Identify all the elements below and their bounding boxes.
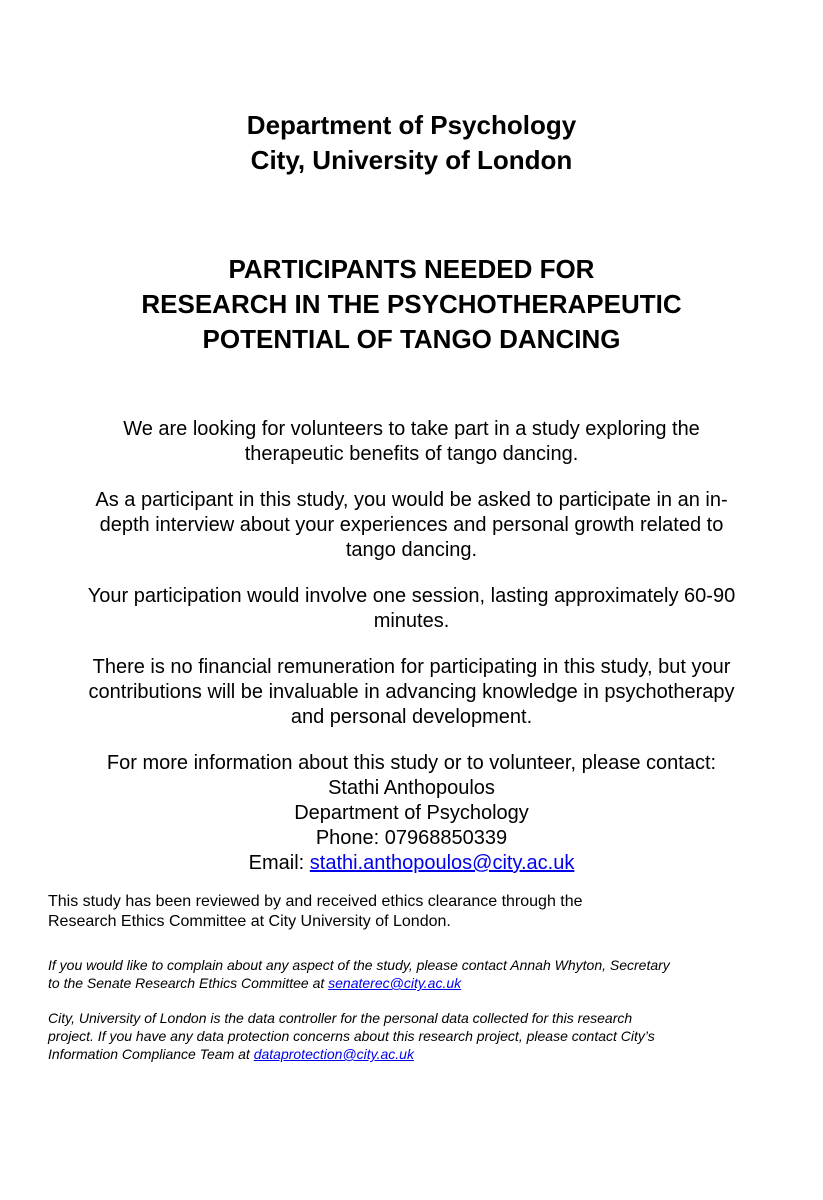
department-name: Department of Psychology <box>246 110 577 140</box>
ethics-line-1: This study has been reviewed by and received ethics clearance through the <box>48 893 583 910</box>
department-heading <box>0 108 823 178</box>
contact-block <box>40 751 783 876</box>
title-line-3: POTENTIAL OF TANGO DANCING <box>202 324 621 354</box>
task-line-3: tango dancing. <box>345 539 478 561</box>
session-line-1: Your participation would involve one session, lasting approximately 60-90 <box>87 585 736 607</box>
remuneration-line-2: contributions will be invaluable in advancing knowledge in psychotherapy <box>88 681 735 703</box>
remuneration-line-3: and personal development. <box>290 706 533 728</box>
intro-line-1: We are looking for volunteers to take part in a study exploring the <box>123 418 700 440</box>
contact-phone: Phone: 07968850339 <box>315 827 508 849</box>
session-line-2: minutes. <box>373 610 450 632</box>
title-line-2: RESEARCH IN THE PSYCHOTHERAPEUTIC <box>141 289 682 319</box>
intro-paragraph <box>40 417 783 467</box>
contact-email-label: Email: <box>248 852 310 874</box>
page-title <box>0 252 823 357</box>
data-protection-line-1: City, University of London is the data controller for the personal data collected for this research <box>48 1010 633 1026</box>
senaterec-email-link[interactable]: senaterec@city.ac.uk <box>328 975 462 991</box>
contact-intro: For more information about this study or to volunteer, please contact: <box>106 752 717 774</box>
dataprotection-email-link[interactable]: dataprotection@city.ac.uk <box>253 1046 414 1062</box>
contact-email-link[interactable]: stathi.anthopoulos@city.ac.uk <box>309 852 575 874</box>
session-paragraph <box>40 584 783 634</box>
university-name: City, University of London <box>250 145 573 175</box>
remuneration-line-1: There is no financial remuneration for participating in this study, but your <box>92 656 731 678</box>
ethics-line-2: Research Ethics Committee at City University of London. <box>48 913 451 930</box>
data-protection-line-3-text: Information Compliance Team at <box>48 1046 254 1062</box>
task-paragraph <box>40 488 783 563</box>
task-line-1: As a participant in this study, you would be asked to participate in an in- <box>95 489 728 511</box>
data-protection-notice <box>48 1009 788 1063</box>
data-protection-line-3 <box>48 1045 788 1063</box>
remuneration-paragraph <box>40 655 783 730</box>
complaint-line-2 <box>48 974 788 992</box>
complaint-notice <box>48 956 788 992</box>
complaint-line-2-text: to the Senate Research Ethics Committee at <box>48 975 329 991</box>
intro-line-2: therapeutic benefits of tango dancing. <box>244 443 579 465</box>
contact-email-row <box>40 851 783 876</box>
complaint-line-1: If you would like to complain about any aspect of the study, please contact Annah Whyton, Secretary <box>48 957 670 973</box>
ethics-statement <box>48 892 788 932</box>
title-line-1: PARTICIPANTS NEEDED FOR <box>228 254 595 284</box>
contact-name: Stathi Anthopoulos <box>328 777 495 799</box>
task-line-2: depth interview about your experiences and personal growth related to <box>99 514 724 536</box>
contact-department: Department of Psychology <box>294 802 529 824</box>
data-protection-line-2: project. If you have any data protection concerns about this research project, please contact City’s <box>48 1028 655 1044</box>
